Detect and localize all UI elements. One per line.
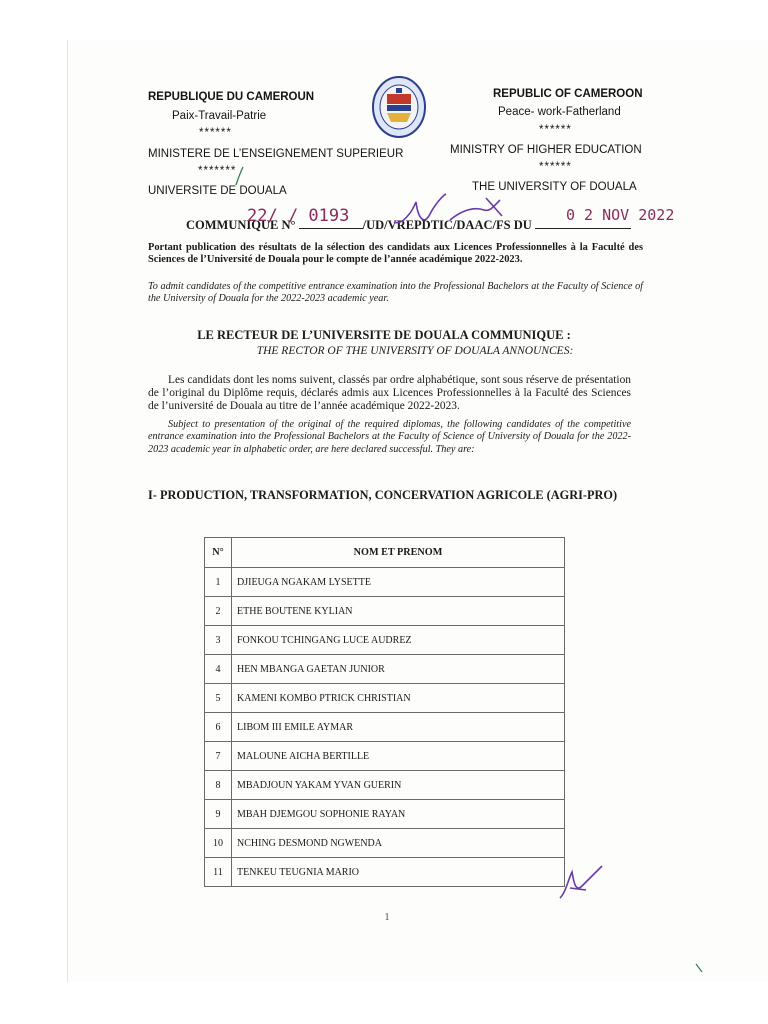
header-left-country: REPUBLIQUE DU CAMEROUN bbox=[148, 91, 315, 103]
communique-prefix: COMMUNIQUE N° bbox=[186, 218, 296, 232]
column-header-number: N° bbox=[205, 538, 232, 568]
communique-date-stamp: 0 2 NOV 2022 bbox=[566, 206, 675, 224]
candidate-name: KAMENI KOMBO PTRICK CHRISTIAN bbox=[232, 684, 565, 713]
table-row bbox=[205, 800, 565, 829]
header-left-ministry: MINISTERE DE L’ENSEIGNEMENT SUPERIEUR bbox=[148, 148, 404, 160]
candidate-name: DJIEUGA NGAKAM LYSETTE bbox=[232, 568, 565, 597]
header-right-motto: Peace- work-Fatherland bbox=[498, 106, 621, 118]
candidate-name: MBADJOUN YAKAM YVAN GUERIN bbox=[232, 771, 565, 800]
candidates-table bbox=[204, 537, 565, 887]
table-row bbox=[205, 858, 565, 887]
corner-mark-icon bbox=[694, 962, 706, 976]
subject-english: To admit candidates of the competitive entrance examination into the Professional Bachelors at the Faculty of Science of the University of Douala for the 2022-2023 academic year. bbox=[148, 281, 643, 305]
header-right-stars-2: ****** bbox=[539, 161, 572, 173]
row-number: 9 bbox=[205, 800, 232, 829]
page-number: 1 bbox=[384, 912, 390, 923]
candidate-name: MALOUNE AICHA BERTILLE bbox=[232, 742, 565, 771]
table-header-row bbox=[205, 538, 565, 568]
row-number: 5 bbox=[205, 684, 232, 713]
signature-icon bbox=[390, 192, 520, 232]
row-number: 4 bbox=[205, 655, 232, 684]
row-number: 8 bbox=[205, 771, 232, 800]
table-row bbox=[205, 626, 565, 655]
row-number: 10 bbox=[205, 829, 232, 858]
candidate-name: NCHING DESMOND NGWENDA bbox=[232, 829, 565, 858]
candidate-name: TENKEU TEUGNIA MARIO bbox=[232, 858, 565, 887]
header-right-university: THE UNIVERSITY OF DOUALA bbox=[472, 181, 637, 193]
row-number: 3 bbox=[205, 626, 232, 655]
table-row bbox=[205, 713, 565, 742]
table-row bbox=[205, 684, 565, 713]
table-row bbox=[205, 655, 565, 684]
subject-french: Portant publication des résultats de la sélection des candidats aux Licences Professionnelles à la Faculté des Sciences de l’Université de Douala pour le compte de l’année académique 2022-2023. bbox=[148, 242, 643, 266]
header-right-stars: ****** bbox=[539, 124, 572, 136]
table-row bbox=[205, 597, 565, 626]
header-left-stars: ****** bbox=[199, 127, 232, 139]
table-row bbox=[205, 742, 565, 771]
candidate-name: FONKOU TCHINGANG LUCE AUDREZ bbox=[232, 626, 565, 655]
table-row bbox=[205, 568, 565, 597]
row-number: 2 bbox=[205, 597, 232, 626]
header-right-ministry: MINISTRY OF HIGHER EDUCATION bbox=[450, 144, 642, 156]
communique-number-stamp: 22/ / 0193 bbox=[247, 206, 350, 226]
candidate-name: HEN MBANGA GAETAN JUNIOR bbox=[232, 655, 565, 684]
header-left-stars-2: ******* bbox=[198, 165, 237, 177]
table-row bbox=[205, 829, 565, 858]
body-english: Subject to presentation of the original of the required diplomas, the following candidates of the competitive entrance examination into the Professional Bachelors at the Faculty of Science of University of Douala for the 2022-2023 academic year in alphabetic order, are here declared successful. They are: bbox=[148, 419, 631, 455]
row-number: 6 bbox=[205, 713, 232, 742]
candidate-name: MBAH DJEMGOU SOPHONIE RAYAN bbox=[232, 800, 565, 829]
initial-mark-icon bbox=[232, 165, 246, 187]
body-french: Les candidats dont les noms suivent, classés par ordre alphabétique, sont sous réserve de présentation de l’original du Diplôme requis, déclarés admis aux Licences Professionnelles à la Faculté des Sciences de l’université de Douala au titre de l’année académique 2022-2023. bbox=[148, 374, 631, 413]
university-seal-logo bbox=[372, 76, 426, 138]
candidate-name: LIBOM III EMILE AYMAR bbox=[232, 713, 565, 742]
header-right-country: REPUBLIC OF CAMEROON bbox=[493, 88, 643, 100]
rector-heading-english: THE RECTOR OF THE UNIVERSITY OF DOUALA ANNOUNCES: bbox=[256, 345, 574, 357]
table-row bbox=[205, 771, 565, 800]
rector-heading-french: LE RECTEUR DE L’UNIVERSITE DE DOUALA COMMUNIQUE : bbox=[197, 328, 571, 342]
paraph-signature-icon bbox=[556, 862, 606, 904]
section-title: I- PRODUCTION, TRANSFORMATION, CONCERVATION AGRICOLE (AGRI-PRO) bbox=[148, 488, 618, 502]
candidate-name: ETHE BOUTENE KYLIAN bbox=[232, 597, 565, 626]
row-number: 1 bbox=[205, 568, 232, 597]
row-number: 11 bbox=[205, 858, 232, 887]
communique-middle: /UD/VREPDTIC/DAAC/FS DU bbox=[362, 218, 532, 232]
header-left-university: UNIVERSITE DE DOUALA bbox=[148, 185, 287, 197]
row-number: 7 bbox=[205, 742, 232, 771]
header-left-motto: Paix-Travail-Patrie bbox=[172, 110, 267, 122]
column-header-name: NOM ET PRENOM bbox=[232, 538, 565, 568]
